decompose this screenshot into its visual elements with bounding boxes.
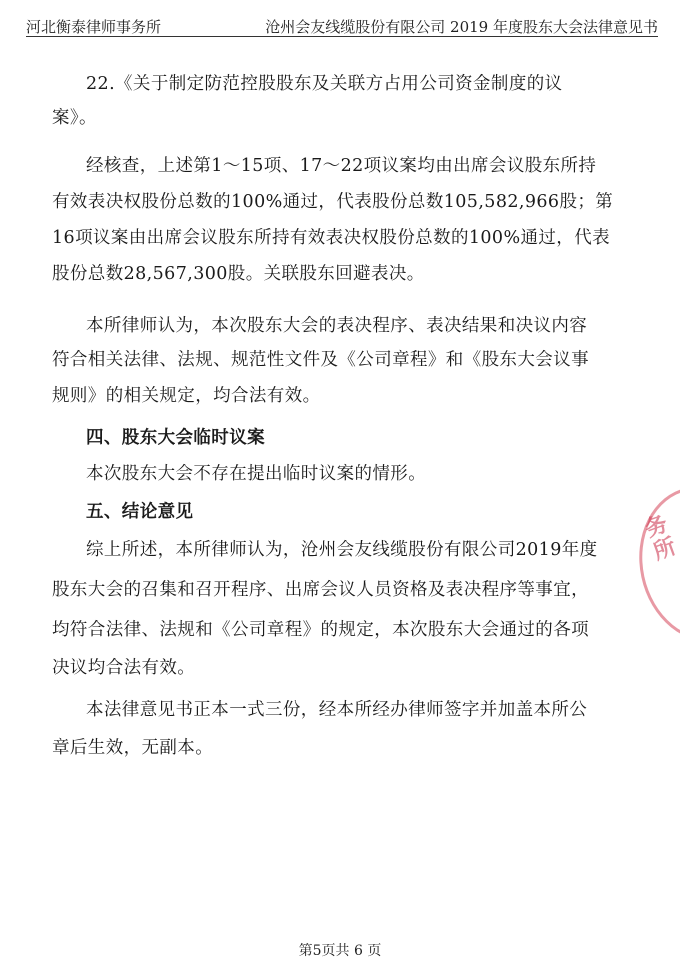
section-heading-5: 五、结论意见 — [86, 502, 194, 522]
copies-line-2: 章后生效，无副本。 — [52, 738, 214, 758]
copies-line-1: 本法律意见书正本一式三份，经本所经办律师签字并加盖本所公 — [86, 700, 588, 720]
temporary-proposal-text: 本次股东大会不存在提出临时议案的情形。 — [86, 464, 427, 484]
opinion-line-3: 规则》的相关规定，均合法有效。 — [52, 386, 321, 406]
verification-line-1: 经核查，上述第1～15项、17～22项议案均由出席会议股东所持 — [86, 156, 597, 176]
opinion-line-2: 符合相关法律、法规、规范性文件及《公司章程》和《股东大会议事 — [52, 350, 589, 370]
verification-line-2: 有效表决权股份总数的100%通过，代表股份总数105,582,966股；第 — [52, 192, 614, 212]
conclusion-line-3: 均符合法律、法规和《公司章程》的规定，本次股东大会通过的各项 — [52, 620, 589, 640]
header-firm-name: 河北衡泰律师事务所 — [26, 18, 162, 36]
page-number: 第5页共 6 页 — [298, 943, 382, 959]
header-document-title: 沧州会友线缆股份有限公司 2019 年度股东大会法律意见书 — [265, 18, 658, 36]
conclusion-line-4: 决议均合法有效。 — [52, 658, 196, 678]
opinion-line-1: 本所律师认为，本次股东大会的表决程序、表决结果和决议内容 — [86, 316, 588, 336]
page-header — [26, 14, 658, 37]
paragraph-22-line-1: 22.《关于制定防范控股股东及关联方占用公司资金制度的议 — [86, 74, 563, 94]
section-heading-4: 四、股东大会临时议案 — [86, 428, 265, 448]
conclusion-line-1: 综上所述，本所律师认为，沧州会友线缆股份有限公司2019年度 — [86, 540, 598, 560]
conclusion-line-2: 股东大会的召集和召开程序、出席会议人员资格及表决程序等事宜， — [52, 580, 589, 600]
official-seal-text: 务所 — [638, 511, 680, 566]
verification-line-3: 16项议案由出席会议股东所持有效表决权股份总数的100%通过，代表 — [52, 228, 610, 248]
verification-line-4: 股份总数28,567,300股。关联股东回避表决。 — [52, 264, 425, 284]
paragraph-22-line-2: 案》。 — [52, 108, 97, 128]
